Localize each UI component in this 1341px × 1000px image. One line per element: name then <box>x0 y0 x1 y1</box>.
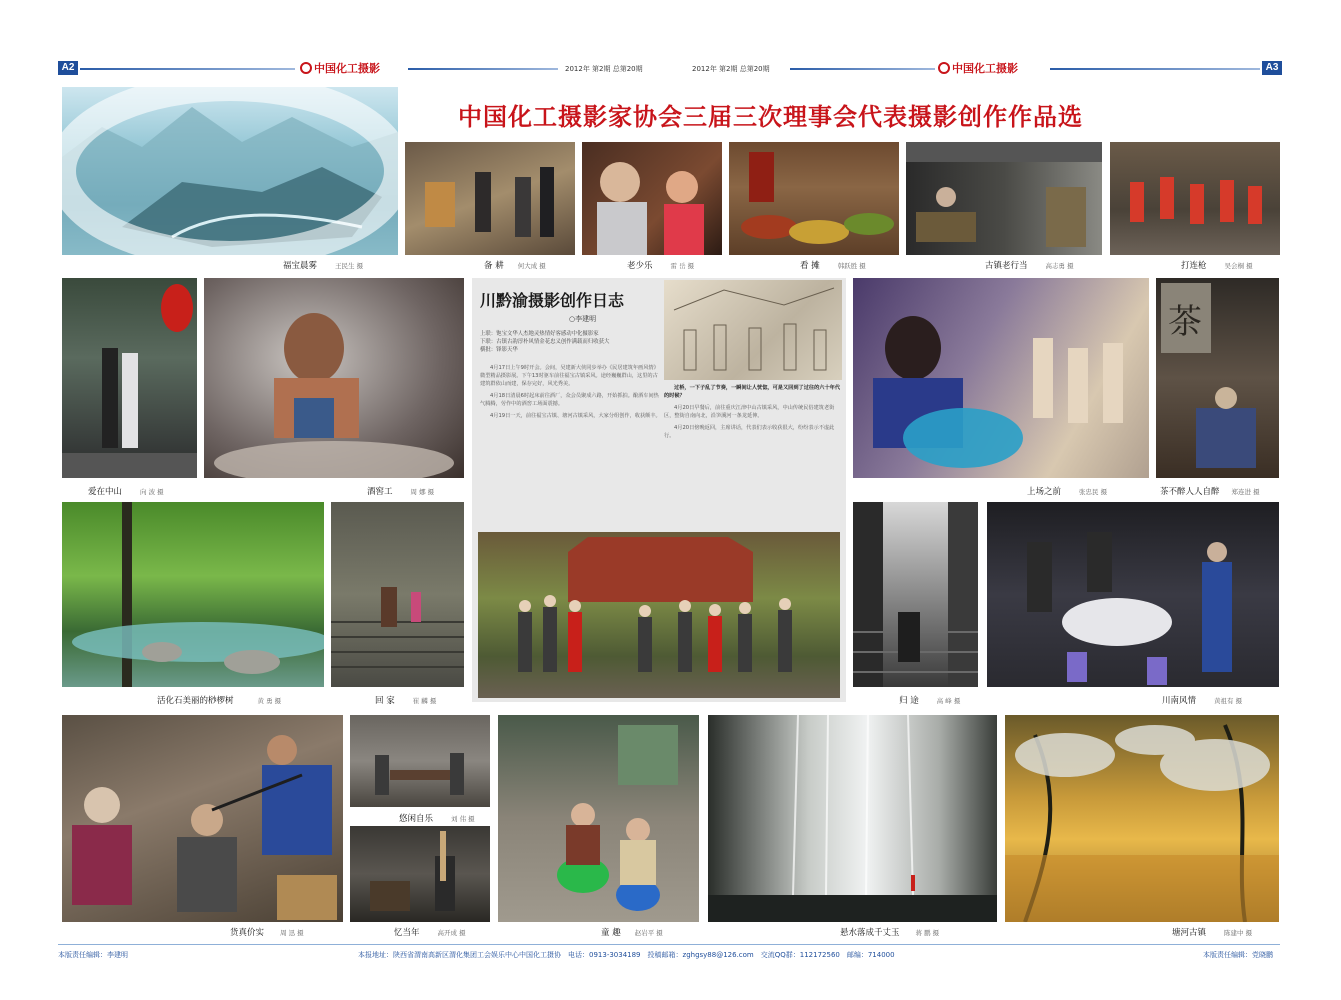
caption-beigeng: 备 耕 何大成 摄 <box>484 261 546 271</box>
caption-shangchangzhiqian: 上场之前 张忠民 摄 <box>1027 487 1108 497</box>
caption-xuanshui: 悬水落成千丈玉 蒋 鹏 摄 <box>840 928 940 938</box>
header-rule-left <box>80 68 295 70</box>
caption-laoshaole: 老少乐 雷 岳 摄 <box>627 261 695 271</box>
article-couplet: 上联：饱宝文华人杰地灵热情好客感动中化摄影家 下联：古镇古韵淳朴风情金花忠义创作满载而归收获大 横批：锋影天华 <box>480 331 610 353</box>
photo-art <box>708 715 997 922</box>
photo-tanghe-old-town <box>1005 715 1279 922</box>
caption-tanghe: 塘河古镇 陈建中 摄 <box>1172 928 1253 938</box>
article-sketch-image <box>664 280 842 380</box>
caption-tongqu: 童 趣 赵岩平 摄 <box>601 928 663 938</box>
caption-chuannanfengqing: 川南风情 黄祖有 摄 <box>1162 696 1243 706</box>
article-paragraph: 4月20日早餐后，前往重庆江津中山古镇采风，中山传统民俗建筑老街区，整街自南向北，沿笋溪河一条龙延伸。 <box>664 405 835 420</box>
caption-suoluoshu: 活化石美丽的桫椤树 黄 勇 摄 <box>157 696 282 706</box>
photo-art <box>204 278 464 478</box>
photo-spring-plowing <box>405 142 575 255</box>
article-paragraph: 4月20日傍晚返回，主席讲话，代表们表示收获很大，纷纷表示不虚此行。 <box>664 425 835 440</box>
page-number-left: A2 <box>58 61 78 75</box>
logo-mark-icon <box>300 62 312 74</box>
caption-kantan: 看 摊 韩跃胜 摄 <box>800 261 866 271</box>
photo-art <box>478 532 840 698</box>
caption-aizaizhongshan: 爱在中山 向 波 摄 <box>88 487 164 497</box>
issue-info-left: 2012年 第2期 总第20期 <box>565 65 643 73</box>
caption-guitu: 归 途 高 峰 摄 <box>899 696 961 706</box>
header-rule-right-1 <box>790 68 935 70</box>
photo-fubao-morning-mist <box>62 87 398 255</box>
footer-left-editor: 本版责任编辑：李建明 <box>58 951 128 959</box>
page-number-right: A3 <box>1262 61 1282 75</box>
article-paragraph: 过桥，一下子乱了节奏，一瞬间让人恍惚，可是又回到了过往的六十年代的时候？ <box>664 385 840 400</box>
caption-fubao: 福宝晨雾 王民生 摄 <box>283 261 364 271</box>
article-paragraph: 4月19日一天，前往福宝古镇、塘河古镇采风，大家分组创作，收获颇丰。 <box>490 413 661 420</box>
photo-winery-worker <box>204 278 464 478</box>
article-group-photo <box>478 532 840 698</box>
main-title: 中国化工摄影家协会三届三次理事会代表摄影创作作品选 <box>458 102 1083 131</box>
photo-art <box>62 502 324 687</box>
photo-art <box>729 142 899 255</box>
photo-art <box>62 278 197 478</box>
article-column-1 <box>480 364 662 529</box>
svg-text:茶: 茶 <box>1168 302 1202 342</box>
caption-yidangnian: 忆当年 高开成 摄 <box>394 928 466 938</box>
photo-south-sichuan-custom <box>987 502 1279 687</box>
photo-old-trade <box>906 142 1102 255</box>
photo-art <box>331 502 464 687</box>
photo-art <box>664 280 842 380</box>
photo-art <box>62 715 343 922</box>
photo-art <box>987 502 1279 687</box>
photo-leisure <box>350 715 490 807</box>
caption-jiujiaogong: 酒窖工 周 娜 摄 <box>367 487 435 497</box>
logo-left: 中国化工摄影 <box>300 60 380 76</box>
caption-dalianqiang: 打连枪 吴会桐 摄 <box>1181 261 1253 271</box>
article-paragraph: 4月18日清晨6时起床前往酒厂，众会员聚成六路，开始抓拍。酿酒车间热气腾腾，劳作中的酒窖工场面震撼。 <box>480 393 659 408</box>
photo-art <box>906 142 1102 255</box>
photo-watching-stall <box>729 142 899 255</box>
photo-lianqiang-dance <box>1110 142 1280 255</box>
photo-art <box>350 715 490 807</box>
photo-art <box>1110 142 1280 255</box>
article-paragraph: 4月17日上午9时开会。会间，吴建新大侠同步举办《民居建筑年画风情》微型精品摄影展。下午13时驱车前往福宝古镇采风。途经巍巍群山，这里的古建筑群依山而建，保存完好，风光秀美。 <box>480 365 659 388</box>
photo-art <box>1156 278 1279 478</box>
article-panel <box>472 278 846 702</box>
footer-address: 本报地址：陕西省渭南高新区渭化集团工会娱乐中心中国化工摄协 电话：0913-3034189 投稿邮箱：zghgsy88@126.com 交流QQ群：112172560 邮编：714000 <box>358 951 895 959</box>
caption-laohangdang: 古镇老行当 高志勇 摄 <box>985 261 1074 271</box>
issue-info-right: 2012年 第2期 总第20期 <box>692 65 770 73</box>
footer-rule <box>58 944 1280 945</box>
header-rule-right-2 <box>1050 68 1260 70</box>
footer-right-editor: 本版责任编辑：党晓鹏 <box>1203 951 1273 959</box>
photo-art <box>405 142 575 255</box>
photo-waterfall <box>708 715 997 922</box>
caption-youxianzile: 悠闲自乐 刘 伟 摄 <box>399 814 475 824</box>
article-column-2 <box>664 384 840 524</box>
photo-old-and-young <box>582 142 722 255</box>
photo-art <box>1005 715 1279 922</box>
photo-recalling-the-past <box>350 826 490 922</box>
logo-right: 中国化工摄影 <box>938 60 1018 76</box>
photo-before-the-show <box>853 278 1149 478</box>
caption-huijia: 回 家 崔 麟 摄 <box>375 696 437 706</box>
photo-going-home <box>331 502 464 687</box>
photo-art <box>498 715 699 922</box>
photo-art <box>62 87 398 255</box>
photo-return-journey <box>853 502 978 687</box>
photo-genuine-goods <box>62 715 343 922</box>
header-rule-left-2 <box>408 68 558 70</box>
photo-art <box>853 502 978 687</box>
photo-love-in-zhongshan <box>62 278 197 478</box>
caption-huozhenjiashi: 货真价实 周 迅 摄 <box>230 928 304 938</box>
article-author: ○李建明 <box>569 315 597 323</box>
photo-art <box>582 142 722 255</box>
photo-art <box>853 278 1149 478</box>
logo-mark-icon <box>938 62 950 74</box>
photo-tree-fern <box>62 502 324 687</box>
photo-childhood-fun <box>498 715 699 922</box>
caption-chabuzuiren: 茶不醉人人自醉 郑连进 摄 <box>1160 487 1260 497</box>
photo-tea-house <box>1156 278 1279 478</box>
article-title: 川黔渝摄影创作日志 <box>480 291 625 310</box>
photo-art <box>350 826 490 922</box>
